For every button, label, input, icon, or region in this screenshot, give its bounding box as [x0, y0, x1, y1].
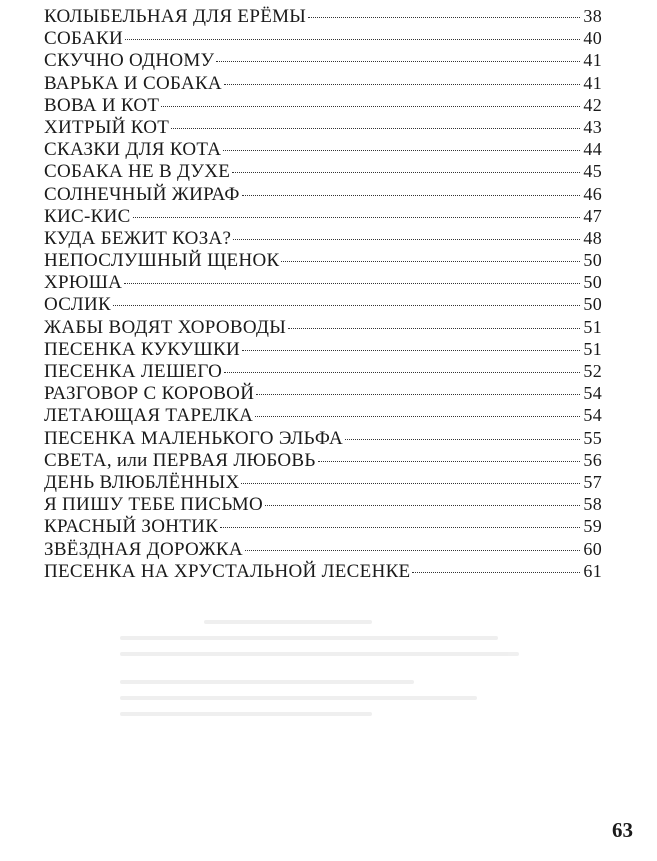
toc-entry[interactable] [44, 139, 602, 161]
dot-leader [233, 239, 580, 240]
toc-entry[interactable] [44, 450, 602, 472]
toc-entry-title: СОБАКИ [44, 28, 123, 50]
toc-entry[interactable] [44, 117, 602, 139]
toc-entry-title: ХИТРЫЙ КОТ [44, 116, 170, 138]
dot-leader [345, 439, 580, 440]
toc-entry[interactable] [44, 361, 602, 383]
toc-entry[interactable] [44, 405, 602, 427]
dot-leader [224, 84, 580, 85]
toc-entry-page: 50 [583, 250, 602, 271]
toc-entry-page: 45 [583, 161, 602, 182]
page-number: 63 [612, 818, 633, 842]
dot-leader [223, 150, 580, 151]
toc-entry-page: 54 [583, 383, 602, 404]
toc-entry-title: СКУЧНО ОДНОМУ [44, 50, 215, 72]
toc-entry-page: 48 [583, 227, 602, 248]
toc-entry[interactable] [44, 428, 602, 450]
toc-entry[interactable] [44, 28, 602, 50]
toc-entry-page: 55 [583, 427, 602, 448]
toc-entry-page: 52 [583, 361, 602, 381]
toc-entry[interactable] [44, 294, 602, 316]
toc-entry[interactable] [44, 516, 602, 538]
toc-entry-title: ПЕСЕНКА МАЛЕНЬКОГО ЭЛЬФА [44, 427, 343, 449]
toc-entry-page: 41 [583, 50, 602, 71]
dot-leader [113, 305, 580, 306]
dot-leader [241, 483, 580, 484]
toc-entry-title: СОЛНЕЧНЫЙ ЖИРАФ [44, 183, 240, 205]
dot-leader [256, 394, 580, 395]
toc-entry-title: ЗВЁЗДНАЯ ДОРОЖКА [44, 538, 243, 560]
dot-leader [133, 217, 581, 218]
toc-entry-title: ПЕСЕНКА ЛЕШЕГО [44, 361, 223, 382]
toc-entry-title: РАЗГОВОР С КОРОВОЙ [44, 383, 255, 405]
toc-entry-title: ПЕСЕНКА НА ХРУСТАЛЬНОЙ ЛЕСЕНКЕ [44, 560, 411, 582]
dot-leader [124, 283, 580, 284]
dot-leader [412, 572, 580, 573]
dot-leader [245, 550, 580, 551]
toc-entry-title: КИС-КИС [44, 205, 131, 227]
toc-entry-page: 43 [583, 116, 602, 137]
toc-entry[interactable] [44, 272, 602, 294]
toc-entry[interactable] [44, 494, 602, 516]
toc-entry[interactable] [44, 184, 602, 206]
toc-entry[interactable] [44, 539, 602, 561]
toc-entry-page: 50 [583, 294, 602, 315]
toc-entry-title: ДЕНЬ ВЛЮБЛЁННЫХ [44, 471, 240, 493]
toc-entry-title: ПЕСЕНКА КУКУШКИ [44, 338, 241, 360]
toc-entry-page: 58 [583, 494, 602, 515]
show-through-text [120, 620, 540, 810]
toc-entry-page: 51 [583, 338, 602, 359]
dot-leader [224, 372, 580, 373]
toc-entry[interactable] [44, 383, 602, 405]
toc-entry-page: 41 [583, 72, 602, 93]
toc-entry-title: СОБАКА НЕ В ДУХЕ [44, 161, 231, 183]
toc-entry-page: 50 [583, 272, 602, 293]
toc-entry-title: НЕПОСЛУШНЫЙ ЩЕНОК [44, 250, 280, 272]
toc-entry-page: 51 [583, 316, 602, 337]
dot-leader [242, 350, 580, 351]
toc-entry-title: КОЛЫБЕЛЬНАЯ ДЛЯ ЕРЁМЫ [44, 6, 307, 27]
toc-entry-title: СКАЗКИ ДЛЯ КОТА [44, 139, 222, 161]
toc-entry-page: 38 [583, 6, 602, 26]
toc-entry-page: 42 [583, 94, 602, 115]
dot-leader [242, 195, 581, 196]
toc-entry[interactable] [44, 73, 602, 95]
toc-entry[interactable] [44, 161, 602, 183]
toc-entry[interactable] [44, 250, 602, 272]
toc-entry-title: КРАСНЫЙ ЗОНТИК [44, 516, 219, 538]
toc-entry[interactable] [44, 339, 602, 361]
toc-entry[interactable] [44, 206, 602, 228]
dot-leader [216, 61, 580, 62]
dot-leader [232, 172, 580, 173]
dot-leader [255, 416, 580, 417]
toc-entry-page: 59 [583, 516, 602, 537]
dot-leader [288, 328, 580, 329]
toc-entry-page: 57 [583, 471, 602, 492]
dot-leader [281, 261, 580, 262]
toc-entry-page: 54 [583, 405, 602, 426]
toc-entry[interactable] [44, 95, 602, 117]
toc-entry-title: ЛЕТАЮЩАЯ ТАРЕЛКА [44, 405, 254, 427]
toc-entry-title: СВЕТА, или ПЕРВАЯ ЛЮБОВЬ [44, 449, 316, 471]
toc-entry-title: Я ПИШУ ТЕБЕ ПИСЬМО [44, 494, 263, 516]
toc-entry-page: 61 [583, 560, 602, 581]
dot-leader [125, 39, 580, 40]
toc-entry[interactable] [44, 50, 602, 72]
toc-entry-title: ЖАБЫ ВОДЯТ ХОРОВОДЫ [44, 316, 287, 338]
toc-entry-page: 40 [583, 28, 602, 49]
dot-leader [171, 128, 580, 129]
toc-entry-page: 46 [583, 183, 602, 204]
dot-leader [220, 527, 580, 528]
toc-entry[interactable] [44, 472, 602, 494]
dot-leader [265, 505, 580, 506]
table-of-contents [44, 6, 602, 583]
toc-entry-page: 56 [583, 449, 602, 470]
toc-entry-title: ВАРЬКА И СОБАКА [44, 72, 222, 94]
toc-entry-title: ОСЛИК [44, 294, 111, 316]
dot-leader [318, 461, 581, 462]
toc-entry-page: 44 [583, 139, 602, 160]
toc-entry[interactable] [44, 6, 602, 28]
dot-leader [308, 17, 580, 18]
toc-entry[interactable] [44, 228, 602, 250]
toc-entry-title: ВОВА И КОТ [44, 94, 160, 116]
dot-leader [161, 106, 580, 107]
toc-entry-page: 60 [583, 538, 602, 559]
toc-entry[interactable] [44, 561, 602, 583]
toc-entry-title: ХРЮША [44, 272, 123, 294]
toc-entry-title: КУДА БЕЖИТ КОЗА? [44, 227, 232, 249]
toc-entry-page: 47 [583, 205, 602, 226]
toc-entry[interactable] [44, 317, 602, 339]
